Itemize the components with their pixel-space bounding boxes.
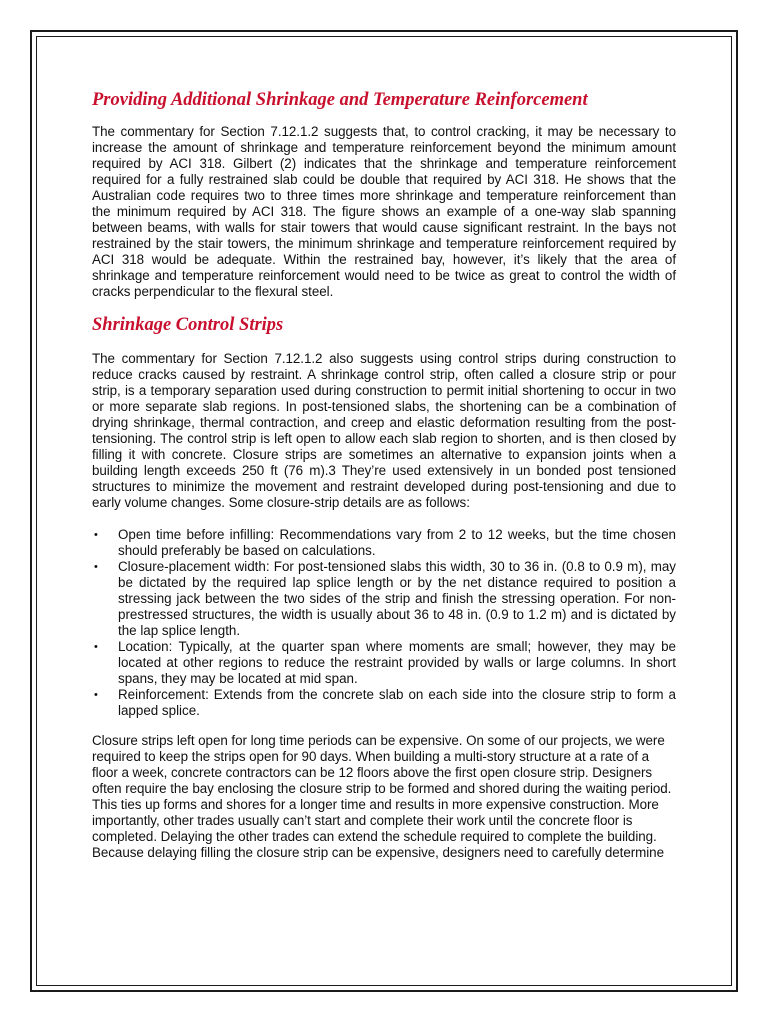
list-item: • Closure-placement width: For post-tensioned slabs this width, 30 to 36 in. (0.8 to 0.9 m), may be dictated by the required lap splice length or by the net distance required to position a stressing jack between the two sides of the strip and finish the stressing operation. For non-prestressed structures, the width is usually about 36 to 48 in. (0.9 to 1.2 m) and is dictated by the lap splice length. bbox=[94, 559, 676, 638]
bullet-icon: • bbox=[94, 561, 98, 573]
paragraph-reinforcement: The commentary for Section 7.12.1.2 suggests that, to control cracking, it may be necessary to increase the amount of shrinkage and temperature reinforcement beyond the minimum amount required by ACI 318. Gilbert (2) indicates that the shrinkage and temperature reinforcement required for a fully restrained slab could be double that required by ACI 318. He shows that the Australian code requires two to three times more shrinkage and temperature reinforcement than the minimum required by ACI 318. The figure shows an example of a one-way slab spanning between beams, with walls for stair towers that would cause significant restraint. In the bays not restrained by the stair towers, the minimum shrinkage and temperature reinforcement required by ACI 318 would be adequate. Within the restrained bay, however, it’s likely that the area of shrinkage and temperature reinforcement would need to be twice as great to control the width of cracks perpendicular to the flexural steel. bbox=[92, 124, 676, 299]
section-heading-control-strips: Shrinkage Control Strips bbox=[92, 315, 284, 335]
bullet-icon: • bbox=[94, 689, 98, 701]
list-item: • Open time before infilling: Recommendations vary from 2 to 12 weeks, but the time chosen should preferably be based on calculations. bbox=[94, 527, 676, 558]
list-item: • Location: Typically, at the quarter span where moments are small; however, they may be located at other regions to reduce the restraint provided by walls or large columns. In short spans, they may be located at mid span. bbox=[94, 639, 676, 686]
list-item: • Reinforcement: Extends from the concrete slab on each side into the closure strip to form a lapped splice. bbox=[94, 687, 676, 718]
paragraph-closure-cost: Closure strips left open for long time periods can be expensive. On some of our projects, we were required to keep the strips open for 90 days. When building a multi-story structure at a rate of a floor a week, concrete contractors can be 12 floors above the first open closure strip. Designers often require the bay enclosing the closure strip to be formed and shored during the waiting period. This ties up forms and shores for a longer time and results in more expensive construction. More importantly, other trades usually can’t start and complete their work until the concrete floor is completed. Delaying the other trades can extend the schedule required to complete the building. Because delaying filling the closure strip can be expensive, designers need to carefully determine bbox=[92, 733, 672, 860]
section-heading-reinforcement: Providing Additional Shrinkage and Temperature Reinforcement bbox=[92, 90, 588, 110]
document-body bbox=[92, 88, 676, 861]
bullet-icon: • bbox=[94, 641, 98, 653]
paragraph-control-strips: The commentary for Section 7.12.1.2 also suggests using control strips during construction to reduce cracks caused by restraint. A shrinkage control strip, often called a closure strip or pour strip, is a temporary separation used during construction to permit initial shortening to occur in two or more separate slab regions. In post-tensioned slabs, the shortening can be a combination of drying shrinkage, thermal contraction, and creep and elastic deformation resulting from the post-tensioning. The control strip is left open to allow each slab region to shorten, and is then closed by filling it with concrete. Closure strips are sometimes an alternative to expansion joints when a building length exceeds 250 ft (76 m).3 They’re used extensively in un bonded post tensioned structures to minimize the movement and restraint developed during post-tensioning and due to early volume changes. Some closure-strip details are as follows: bbox=[92, 351, 676, 510]
closure-strip-details-list bbox=[92, 527, 676, 719]
bullet-icon: • bbox=[94, 529, 98, 541]
